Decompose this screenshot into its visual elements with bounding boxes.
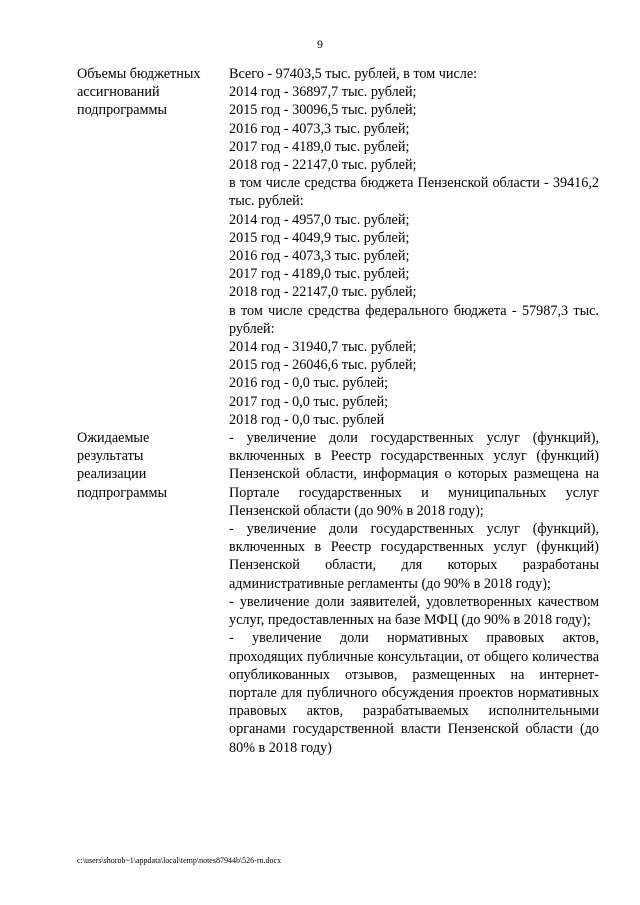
label-line: ассигнований	[77, 84, 160, 101]
results-row-value	[229, 429, 599, 757]
budget-year-line: 2018 год - 22147,0 тыс. рублей;	[229, 157, 417, 174]
result-item: - увеличение доли государственных услуг (функций), включенных в Реестр государственных услуг (функций) Пензенской области, информация о которых размещена на Портале государственных и муниципальных услуг Пензенской области (до 90% в 2018 году);	[229, 430, 599, 519]
regional-year-line: 2015 год - 4049,9 тыс. рублей;	[229, 229, 410, 246]
results-row	[77, 429, 599, 757]
federal-year-line: 2015 год - 26046,6 тыс. рублей;	[229, 357, 417, 374]
regional-budget-heading: в том числе средства бюджета Пензенской области - 39416,2 тыс. рублей:	[229, 175, 599, 210]
federal-year-line: 2014 год - 31940,7 тыс. рублей;	[229, 339, 417, 356]
result-item: - увеличение доли нормативных правовых актов, проходящих публичные консультации, от общего количества опубликованных отзывов, размещенных на интернет-портале для публичного обсуждения проектов нормативных правовых актов, разрабатываемых исполнительными органами государственной власти Пензенской области (до 80% в 2018 году)	[229, 630, 599, 756]
result-item: - увеличение доли заявителей, удовлетворенных качеством услуг, предоставленных на базе МФЦ (до 90% в 2018 году);	[229, 593, 599, 629]
footer-file-path: c:\users\shorob~1\appdata\local\temp\notes87944b\526-rn.docx	[77, 856, 282, 865]
federal-year-line: 2016 год - 0,0 тыс. рублей;	[229, 375, 389, 392]
result-item: - увеличение доли государственных услуг (функций), включенных в Реестр государственных услуг (функций) Пензенской области, для которых разработаны административные регламенты (до 90% в 2018 году);	[229, 521, 599, 592]
budget-year-line: 2016 год - 4073,3 тыс. рублей;	[229, 120, 410, 137]
budget-year-line: 2014 год - 36897,7 тыс. рублей;	[229, 84, 417, 101]
label-line: Ожидаемые	[77, 430, 150, 447]
budget-row-label	[77, 65, 227, 429]
budget-year-line: 2017 год - 4189,0 тыс. рублей;	[229, 138, 410, 155]
regional-year-line: 2014 год - 4957,0 тыс. рублей;	[229, 211, 410, 228]
budget-year-line: 2015 год - 30096,5 тыс. рублей;	[229, 102, 417, 119]
results-row-label	[77, 429, 227, 757]
regional-year-line: 2016 год - 4073,3 тыс. рублей;	[229, 248, 410, 265]
federal-budget-heading: в том числе средства федерального бюджета - 57987,3 тыс. рублей:	[229, 302, 599, 337]
federal-year-line: 2017 год - 0,0 тыс. рублей;	[229, 393, 389, 410]
federal-year-line: 2018 год - 0,0 тыс. рублей	[229, 411, 385, 428]
label-line: реализации	[77, 466, 147, 483]
label-line: подпрограммы	[77, 484, 167, 501]
label-line: результаты	[77, 448, 144, 465]
label-line: подпрограммы	[77, 102, 167, 119]
budget-total-line: Всего - 97403,5 тыс. рублей, в том числе:	[229, 66, 478, 82]
budget-row-value	[229, 65, 599, 429]
passport-table	[77, 65, 599, 757]
regional-year-line: 2017 год - 4189,0 тыс. рублей;	[229, 266, 410, 283]
label-line: Объемы бюджетных	[77, 66, 201, 82]
budget-row	[77, 65, 599, 429]
regional-year-line: 2018 год - 22147,0 тыс. рублей;	[229, 284, 417, 301]
page-number: 9	[317, 37, 323, 51]
